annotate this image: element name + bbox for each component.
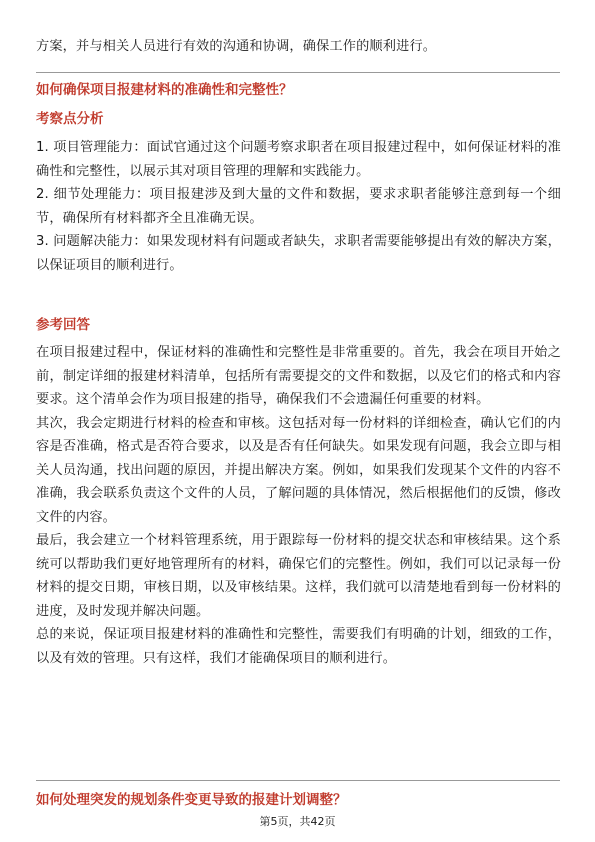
analysis-list: [36, 136, 561, 277]
answer-paragraph: 总的来说，保证项目报建材料的准确性和完整性，需要我们有明确的计划，细致的工作，以及有效的管理。只有这样，我们才能确保项目的顺利进行。: [36, 627, 561, 666]
question-heading-2: 如何处理突发的规划条件变更导致的报建计划调整？: [36, 792, 347, 808]
answer-paragraph: 在项目报建过程中，保证材料的准确性和完整性是非常重要的。首先，我会在项目开始之前，制定详细的报建材料清单，包括所有需要提交的文件和数据，以及它们的格式和内容要求。这个清单会作为项目报建的指导，确保我们不会遗漏任何重要的材料。: [36, 345, 561, 407]
analysis-item: 2. 细节处理能力：项目报建涉及到大量的文件和数据，要求求职者能够注意到每一个细节，确保所有材料都齐全且准确无误。: [36, 187, 561, 226]
question-heading-1: 如何确保项目报建材料的准确性和完整性？: [36, 82, 293, 98]
page-footer: 第5页，共42页: [259, 815, 336, 828]
answer-body: [36, 341, 561, 670]
analysis-label: 考察点分析: [36, 111, 104, 127]
answer-paragraph: 其次，我会定期进行材料的检查和审核。这包括对每一份材料的详细检查，确认它们的内容是否准确，格式是否符合要求，以及是否有任何缺失。如果发现有问题，我会立即与相关人员沟通，找出问题的原因，并提出解决方案。例如，如果我们发现某个文件的内容不准确，我会联系负责这个文件的人员，了解问题的具体情况，然后根据他们的反馈，修改文件的内容。: [36, 415, 561, 525]
divider: [36, 780, 560, 781]
answer-paragraph: 最后，我会建立一个材料管理系统，用于跟踪每一份材料的提交状态和审核结果。这个系统可以帮助我们更好地管理所有的材料，确保它们的完整性。例如，我们可以记录每一份材料的提交日期，审核日期，以及审核结果。这样，我们就可以清楚地看到每一份材料的进度，及时发现并解决问题。: [36, 533, 561, 619]
continuation-text: 方案，并与相关人员进行有效的沟通和协调，确保工作的顺利进行。: [36, 39, 437, 54]
analysis-item: 3. 问题解决能力：如果发现材料有问题或者缺失，求职者需要能够提出有效的解决方案，以保证项目的顺利进行。: [36, 234, 561, 273]
divider: [36, 72, 560, 73]
answer-label: 参考回答: [36, 317, 90, 333]
analysis-item: 1. 项目管理能力：面试官通过这个问题考察求职者在项目报建过程中，如何保证材料的准确性和完整性，以展示其对项目管理的理解和实践能力。: [36, 140, 561, 179]
